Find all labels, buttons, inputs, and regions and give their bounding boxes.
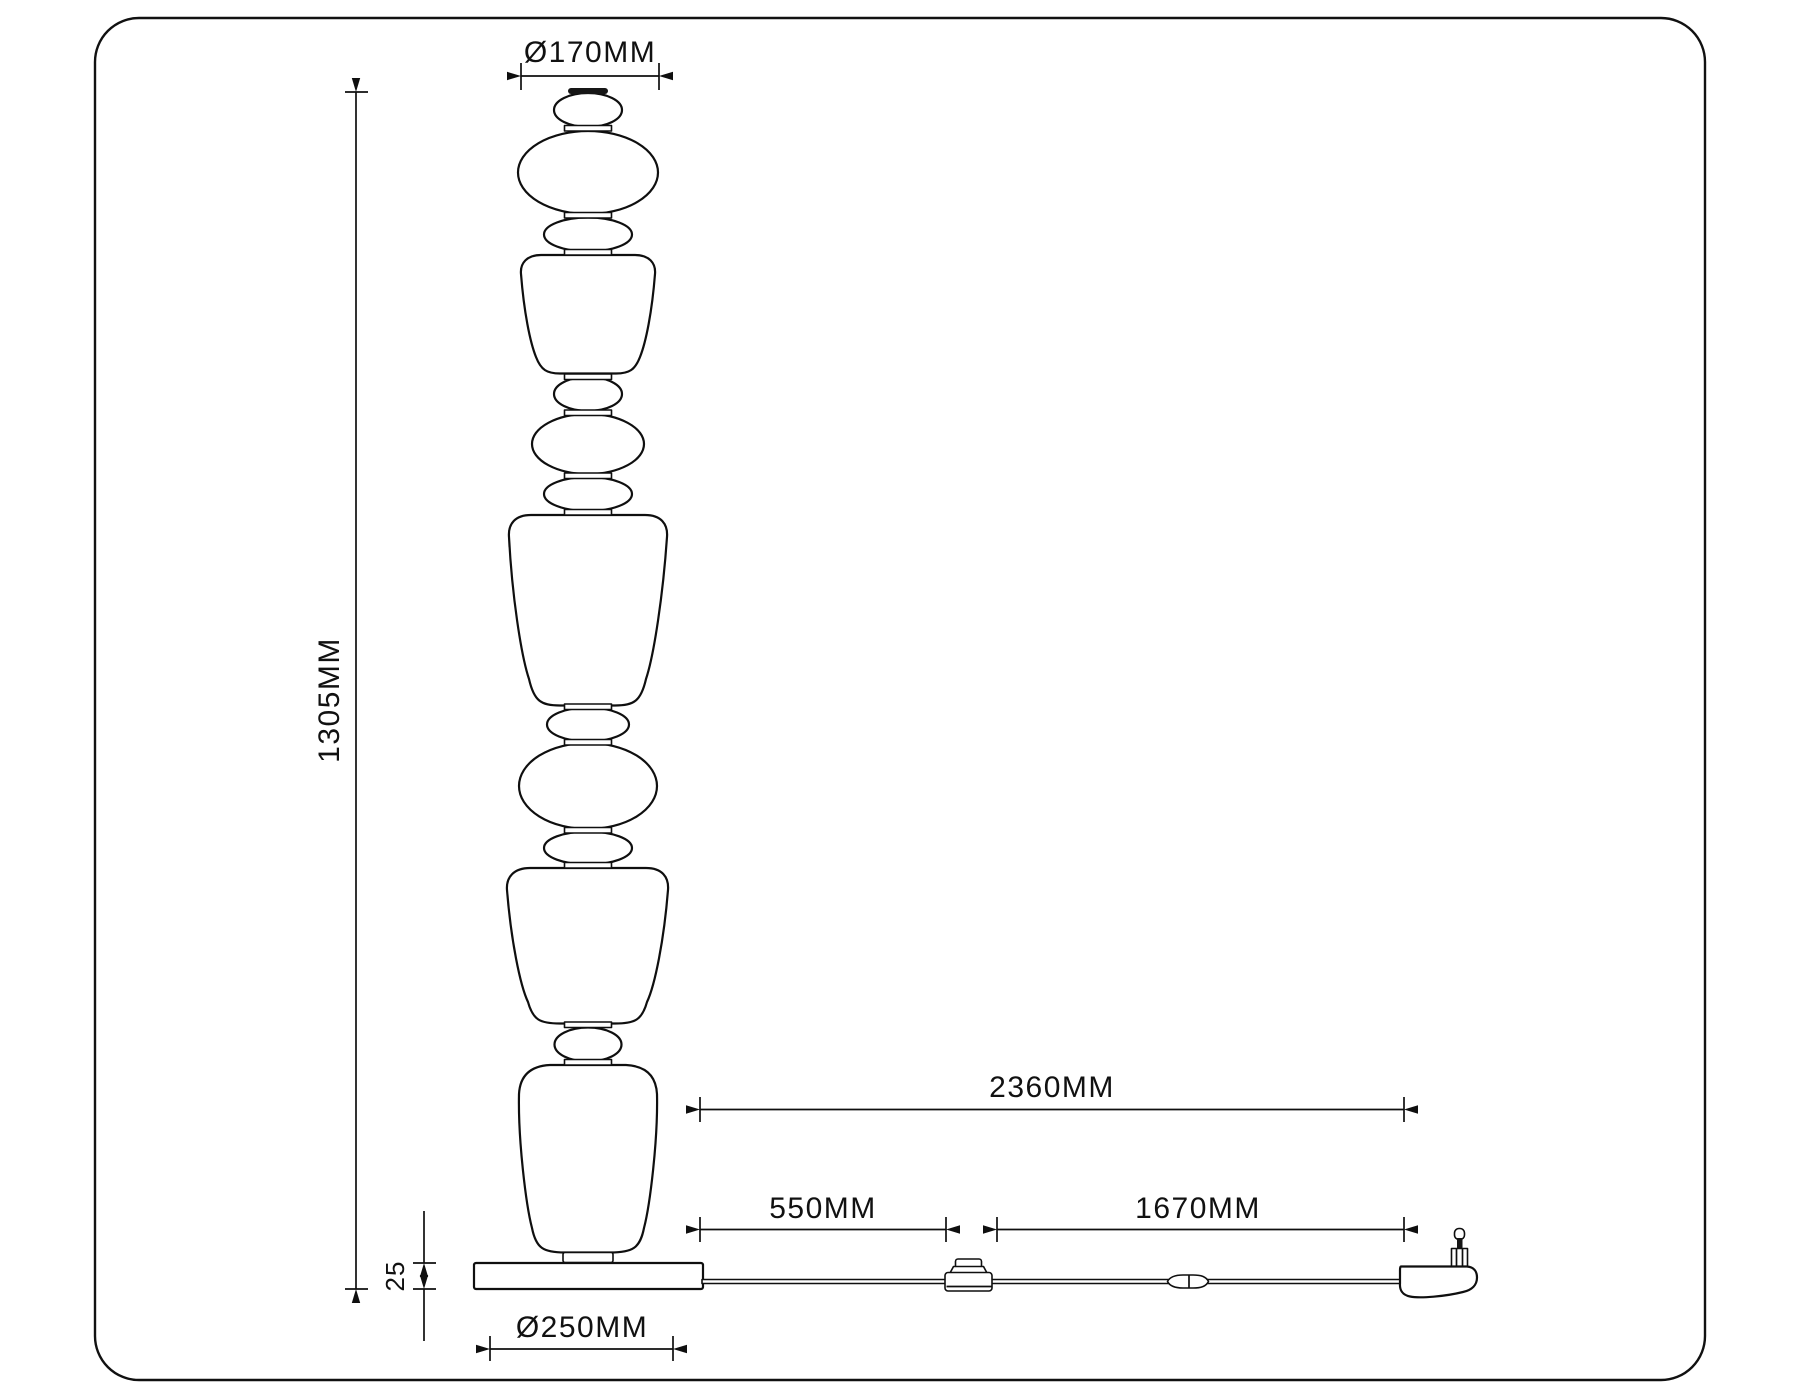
base-socket [563, 1253, 613, 1263]
power-cord [702, 1280, 1402, 1284]
glass-vase [509, 515, 667, 706]
connector-ring [565, 1060, 612, 1066]
lamp-glass-stack [474, 88, 703, 1289]
glass-pebble [544, 477, 632, 511]
connector-ring [565, 126, 612, 132]
power-plug [1400, 1229, 1477, 1298]
dim-label: Ø250MM [515, 1311, 649, 1344]
glass-oval [518, 131, 658, 214]
dim-lamp-height [313, 92, 368, 1289]
base-plate [474, 1263, 703, 1289]
plug-pin-tip [1455, 1229, 1465, 1240]
dim-cord-total [700, 1071, 1404, 1122]
dim-base-to-switch [700, 1192, 946, 1242]
glass-pebble [544, 218, 632, 252]
connector-ring [565, 410, 612, 416]
glass-pebble [544, 832, 632, 865]
connector-ring [565, 828, 612, 834]
dim-label: Ø170MM [523, 36, 657, 69]
connector-ring [565, 374, 612, 380]
connector-ring [565, 863, 612, 869]
dim-base-thickness [380, 1211, 436, 1341]
dim-base-diameter [490, 1311, 673, 1361]
dim-label: 25 [380, 1260, 410, 1292]
dim-top-diameter [521, 36, 659, 90]
connector-ring [565, 1022, 612, 1028]
connector-ring [565, 250, 612, 256]
dim-label: 1305MM [313, 637, 346, 763]
foot-switch [945, 1259, 992, 1291]
glass-oval [532, 414, 644, 474]
connector-ring [565, 510, 612, 516]
dim-switch-to-plug [997, 1192, 1404, 1242]
glass-vase [507, 868, 668, 1024]
dimensions [313, 36, 1404, 1361]
glass-vase [521, 255, 655, 374]
connector-capsule [1168, 1275, 1209, 1288]
cord-connector [1168, 1275, 1209, 1288]
glass-pebble [547, 708, 629, 742]
connector-ring [565, 473, 612, 479]
dim-label: 1670MM [1135, 1192, 1261, 1225]
cord-assembly [702, 1229, 1477, 1298]
connector-ring [565, 704, 612, 710]
glass-pebble [554, 93, 622, 127]
plug-pin-housing [1452, 1249, 1468, 1267]
connector-ring [565, 213, 612, 219]
glass-pebble [555, 1028, 622, 1062]
top-cap [568, 88, 608, 94]
glass-pebble [554, 377, 622, 411]
connector-ring [565, 740, 612, 746]
glass-vase [519, 1065, 657, 1253]
glass-oval [519, 743, 657, 829]
dim-label: 550MM [769, 1192, 877, 1225]
switch-body [945, 1273, 992, 1292]
plug-body [1400, 1267, 1477, 1298]
dim-label: 2360MM [989, 1071, 1115, 1104]
